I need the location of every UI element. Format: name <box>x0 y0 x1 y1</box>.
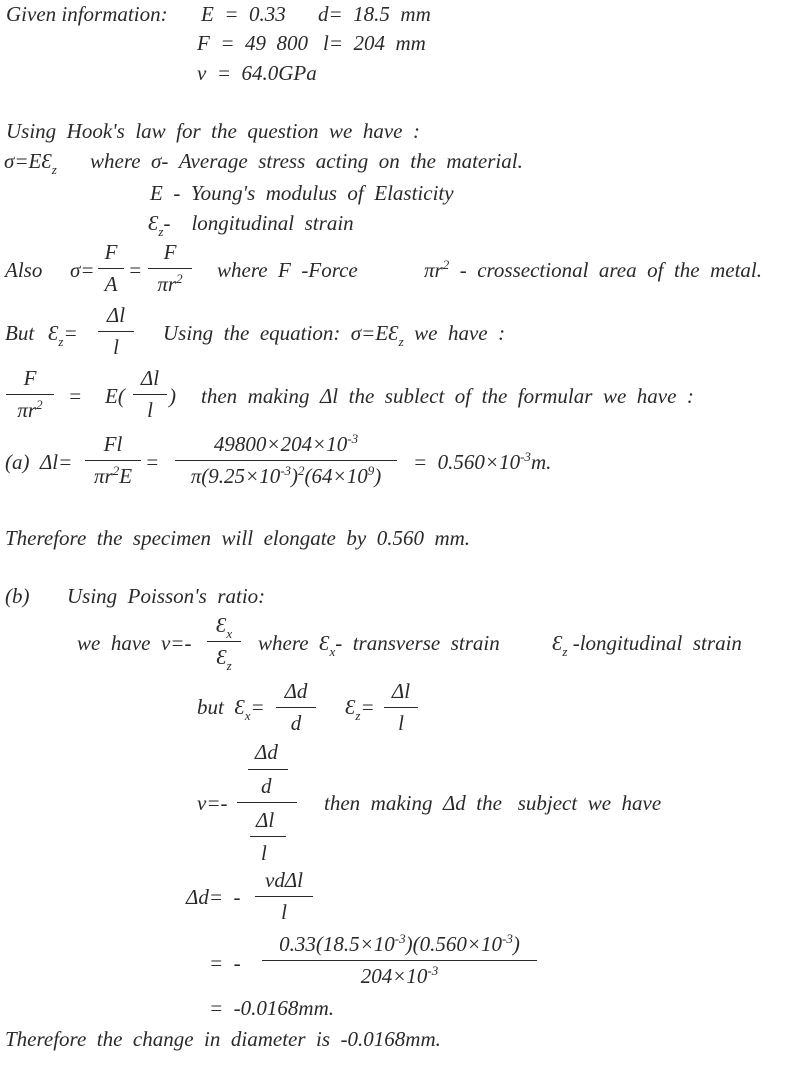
fraction-F-over-pir2: F $\pi r^2$ <box>148 242 192 295</box>
fraction-dl-over-l-b: Δl l <box>133 368 167 421</box>
also-area: $\pi r^2$ - crossectional area of the metal. <box>424 257 763 282</box>
given-d: d= 18.5 mm <box>318 2 431 26</box>
fraction-Fl-over-pir2E: Fl $\pi r^2E$ <box>85 434 141 487</box>
relation-text: then making Δl the sublect of the formular we have : <box>201 384 694 408</box>
conclusion-b: Therefore the change in diameter is -0.0168mm. <box>5 1027 441 1051</box>
hooke-sigma-def: where σ- Average stress acting on the material. <box>90 149 523 173</box>
hooke-eps-def: $Ɛ_z-$ longitudinal strain <box>148 211 354 239</box>
relation-close: ) <box>169 384 176 408</box>
hooke-sigma-eq: $\sigma=EƐ_z$ <box>4 149 57 177</box>
given-l: l= 204 mm <box>323 31 426 55</box>
part-b-eq-minus: = - <box>209 951 241 975</box>
cf-d: d <box>261 774 272 798</box>
part-b-epsz: $Ɛ_z=$ <box>345 695 375 723</box>
part-b-label: (b) <box>5 584 30 608</box>
fraction-dd-over-d: Δd d <box>276 681 316 734</box>
hooke-E-def: E - Young's modulus of Elasticity <box>150 181 454 205</box>
also-where-force: where F -Force <box>217 258 358 282</box>
part-a-label: (a) Δl= <box>5 450 73 474</box>
cf-main-line <box>237 802 297 803</box>
relation-E: E( <box>105 384 125 408</box>
part-b-we-have: we have ν=- <box>77 631 192 655</box>
cf-dl: Δl <box>256 808 275 832</box>
given-label: Given information: <box>6 2 168 26</box>
fraction-numeric-a: $49800\times 204\times 10^{-3}$ $\pi(9.25\times 10^{-3})^2(64\times 10^9)$ <box>175 434 397 487</box>
part-b-but: but $Ɛ_x=$ <box>197 695 265 723</box>
fraction-dl-over-l-c: Δl l <box>384 681 418 734</box>
cf-inner-line-bottom <box>250 836 286 837</box>
fraction-dl-over-l: Δl l <box>98 305 134 358</box>
hooke-intro: Using Hook's law for the question we have : <box>6 119 420 143</box>
fraction-F-over-pir2-b: F $\pi r^2$ <box>6 368 54 421</box>
fraction-nudl-over-l: νdΔl l <box>255 870 313 923</box>
part-b-nu-eq: ν=- <box>197 791 228 815</box>
fraction-F-over-A: F A <box>98 242 124 295</box>
fraction-numeric-b: $0.33(18.5\times 10^{-3})(0.560\times 10^{-3})$ $204\times 10^{-3}$ <box>262 934 537 987</box>
part-b-longitudinal: $Ɛ_z$ -longitudinal strain <box>552 631 742 659</box>
also-sigma: σ= <box>70 258 95 282</box>
cf-dd: Δd <box>255 740 278 764</box>
but-label: But <box>5 321 35 345</box>
relation-eq: = <box>68 384 83 408</box>
part-b-final: = -0.0168mm. <box>209 996 334 1020</box>
also-eq: = <box>128 258 143 282</box>
but-eps: $Ɛ_z=$ <box>48 321 78 349</box>
cf-inner-line-top <box>248 769 288 770</box>
part-a-eq: = <box>145 450 160 474</box>
given-E: E = 0.33 <box>201 2 286 26</box>
also-label: Also <box>5 258 43 282</box>
part-a-result: = $0.560\times 10^{-3}m$. <box>413 449 552 474</box>
given-nu: ν = 64.0GPa <box>197 61 317 85</box>
part-b-where: where $Ɛ_x-$ transverse strain <box>258 631 500 659</box>
conclusion-a: Therefore the specimen will elongate by 0.560 mm. <box>5 526 471 550</box>
fraction-epsx-over-epsz: $Ɛ_x$ $Ɛ_z$ <box>207 615 241 668</box>
part-b-dd-eq: Δd= - <box>186 885 241 909</box>
but-text: Using the equation: $\sigma=EƐ_z$ we have : <box>163 321 506 349</box>
cf-l: l <box>261 841 267 865</box>
part-b-title: Using Poisson's ratio: <box>67 584 266 608</box>
part-b-then: then making Δd the subject we have <box>324 791 662 815</box>
given-F: F = 49 800 <box>197 31 308 55</box>
